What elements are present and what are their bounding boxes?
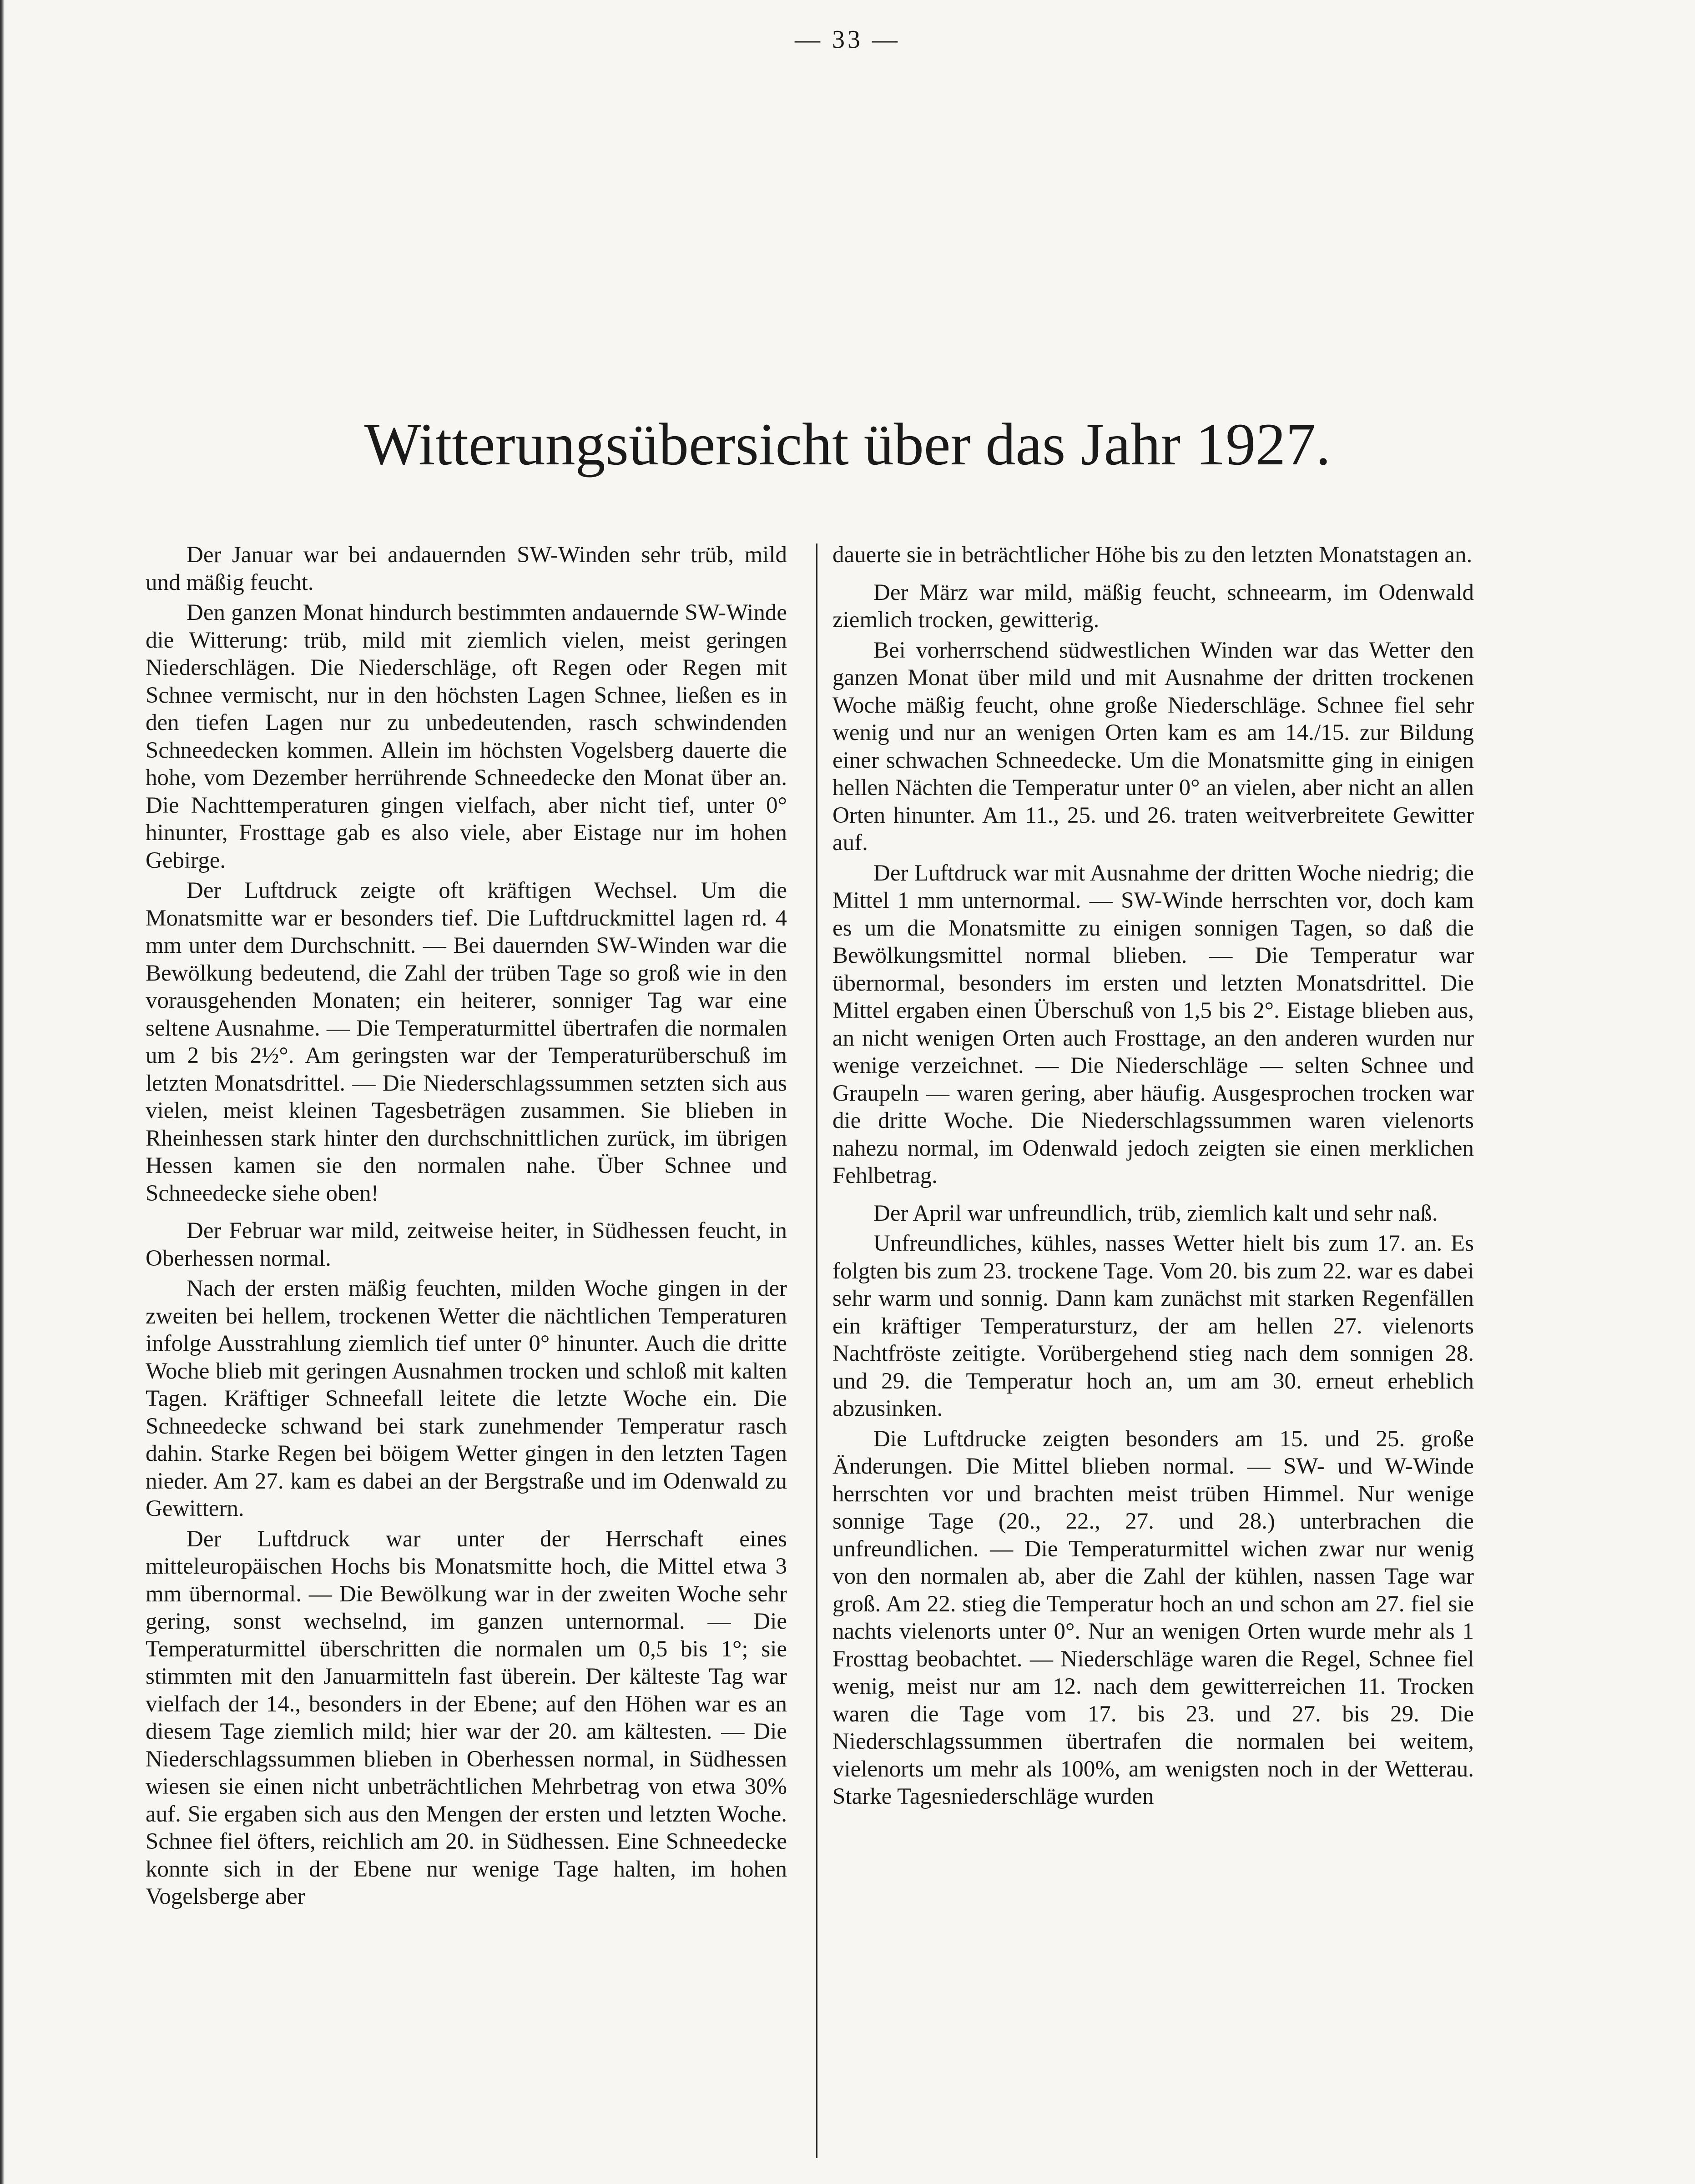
paragraph-januar-summary: Der Januar war bei andauernden SW-Winden sehr trüb, mild und mäßig feucht. <box>146 542 787 595</box>
paragraph-februar-details: Der Luftdruck war unter der Herrschaft eines mitteleuropäischen Hochs bis Monatsmitte hoch, die Mittel etwa 3 mm übernormal. — Die Bewölkung war in der zweiten Woche sehr gering, sonst wechselnd, im ganzen unternormal. — Die Temperaturmittel überschritten die normalen um 0,5 bis 1°; sie stimmten mit den Januarmitteln fast überein. Der kälteste Tag war vielfach der 14., besonders in der Ebene; auf den Höhen war es an diesem Tage ziemlich mild; hier war der 20. am kältesten. — Die Niederschlagssummen blieben in Oberhessen normal, in Südhessen wiesen sie einen nicht unbeträchtlichen Mehrbetrag von etwa 30% auf. Sie ergaben sich aus den Mengen der ersten und letzten Woche. Schnee fiel öfters, reichlich am 20. in Südhessen. Eine Schneedecke konnte sich in der Ebene nur wenige Tage halten, im hohen Vogelsberge aber <box>146 1526 787 1909</box>
paragraph-februar-continued: dauerte sie in beträchtlicher Höhe bis zu den letzten Monatstagen an. <box>832 542 1473 568</box>
paragraph-februar-summary: Der Februar war mild, zeitweise heiter, in Südhessen feucht, in Oberhessen normal. <box>146 1218 787 1271</box>
column-divider <box>816 543 817 2158</box>
paragraph-april-details: Die Luftdrucke zeigten besonders am 15. und 25. große Änderungen. Die Mittel blieben normal. — SW- und W-Winde herrschten vor und brachten meist trüben Himmel. Nur wenige sonnige Tage (20., 22., 27. und 28.) unterbrachen die unfreundlichen. — Die Temperaturmittel wichen zwar nur wenig von den normalen ab, aber die Zahl der kühlen, nassen Tage war groß. Am 22. stieg die Temperatur hoch an und schon am 27. fiel sie nachts vielenorts unter 0°. Nur an wenigen Orten wurde mehr als 1 Frosttag beobachtet. — Niederschläge waren die Regel, Schnee fiel wenig, meist nur am 12. nach dem gewitterreichen 11. Trocken waren die Tage vom 17. bis 23. und 27. bis 29. Die Niederschlagssummen übertrafen die normalen bei weitem, vielenorts um mehr als 100%, am wenigsten noch in der Wetterau. Starke Tagesniederschläge wurden <box>832 1426 1474 1809</box>
paragraph-maerz-details: Der Luftdruck war mit Ausnahme der dritten Woche niedrig; die Mittel 1 mm unternormal. — SW-Winde herrschten vor, doch kam es um die Monatsmitte zu einigen sonnigen Tagen, so daß die Bewölkungsmittel normal blieben. — Die Temperatur war übernormal, besonders im ersten und letzten Monatsdrittel. Die Mittel ergaben einen Überschuß von 1,5 bis 2°. Eistage blieben aus, an nicht wenigen Orten auch Frosttage, an den anderen wurden nur wenige verzeichnet. — Die Niederschläge — selten Schnee und Graupeln — waren gering, aber häufig. Ausgesprochen trocken war die dritte Woche. Die Niederschlagssummen waren vielenorts nahezu normal, im Odenwald jedoch zeigten sie einen merklichen Fehlbetrag. <box>832 860 1474 1188</box>
scan-edge <box>0 0 5 2184</box>
page-number: — 33 — <box>795 25 900 54</box>
left-column <box>146 541 787 2160</box>
paragraph-februar-weather: Nach der ersten mäßig feuchten, milden Woche gingen in der zweiten bei hellem, trockenen Wetter die nächtlichen Temperaturen infolge Ausstrahlung ziemlich tief unter 0° hinunter. Auch die dritte Woche blieb mit geringen Ausnahmen trocken und schloß mit kalten Tagen. Kräftiger Schneefall leitete die letzte Woche ein. Die Schneedecke schwand bei stark zunehmender Temperatur rasch dahin. Starke Regen bei böigem Wetter gingen in den letzten Tagen nieder. Am 27. kam es dabei an der Bergstraße und im Odenwald zu Gewittern. <box>146 1276 787 1521</box>
paragraph-april-summary: Der April war unfreundlich, trüb, ziemlich kalt und sehr naß. <box>873 1200 1438 1226</box>
paragraph-maerz-weather: Bei vorherrschend südwestlichen Winden war das Wetter den ganzen Monat über mild und mit Ausnahme der dritten trockenen Woche mäßig feucht, ohne große Niederschläge. Schnee fiel sehr wenig und nur an wenigen Orten kam es am 14./15. zur Bildung einer schwachen Schneedecke. Um die Monatsmitte ging in einigen hellen Nächten die Temperatur unter 0° an vielen, aber nicht an allen Orten hinunter. Am 11., 25. und 26. traten weitverbreitete Gewitter auf. <box>832 637 1474 855</box>
page-title: Witterungsübersicht über das Jahr 1927. <box>364 411 1331 478</box>
paragraph-januar-details: Der Luftdruck zeigte oft kräftigen Wechsel. Um die Monatsmitte war er besonders tief. Die Luftdruckmittel lagen rd. 4 mm unter dem Durchschnitt. — Bei dauernden SW-Winden war die Bewölkung bedeutend, die Zahl der trüben Tage so groß wie in den vorausgehenden Monaten; ein heiterer, sonniger Tag war eine seltene Ausnahme. — Die Temperaturmittel übertrafen die normalen um 2 bis 2½°. Am geringsten war der Temperaturüberschuß im letzten Monatsdrittel. — Die Niederschlagssummen setzten sich aus vielen, meist kleinen Tagesbeträgen zusammen. Sie blieben in Rheinhessen stark hinter den durchschnittlichen zurück, im übrigen Hessen kamen sie den normalen nahe. Über Schnee und Schneedecke siehe oben! <box>146 878 787 1206</box>
paragraph-april-weather: Unfreundliches, kühles, nasses Wetter hielt bis zum 17. an. Es folgten bis zum 23. trockene Tage. Vom 20. bis zum 22. war es dabei sehr warm und sonnig. Dann kam zunächst mit starken Regenfällen ein kräftiger Temperatursturz, der am hellen 27. vielenorts Nachtfröste zeitigte. Vorübergehend stieg nach dem sonnigen 28. und 29. die Temperatur hoch an, um am 30. erneut erheblich abzusinken. <box>832 1231 1474 1421</box>
paragraph-januar-weather: Den ganzen Monat hindurch bestimmten andauernde SW-Winde die Witterung: trüb, mild mit ziemlich vielen, meist geringen Niederschlägen. Die Niederschläge, oft Regen oder Regen mit Schnee vermischt, nur in den höchsten Lagen Schnee, ließen es in den tiefen Lagen nur zu unbedeutenden, rasch schwindenden Schneedecken kommen. Allein im höchsten Vogelsberg dauerte die hohe, vom Dezember herrührende Schneedecke den Monat über an. Die Nachttemperaturen gingen vielfach, aber nicht tief, unter 0° hinunter, Frosttage gab es also viele, aber Eistage nur im hohen Gebirge. <box>146 600 787 873</box>
right-column <box>832 541 1474 2160</box>
paragraph-maerz-summary: Der März war mild, mäßig feucht, schneearm, im Odenwald ziemlich trocken, gewitterig. <box>832 579 1474 633</box>
